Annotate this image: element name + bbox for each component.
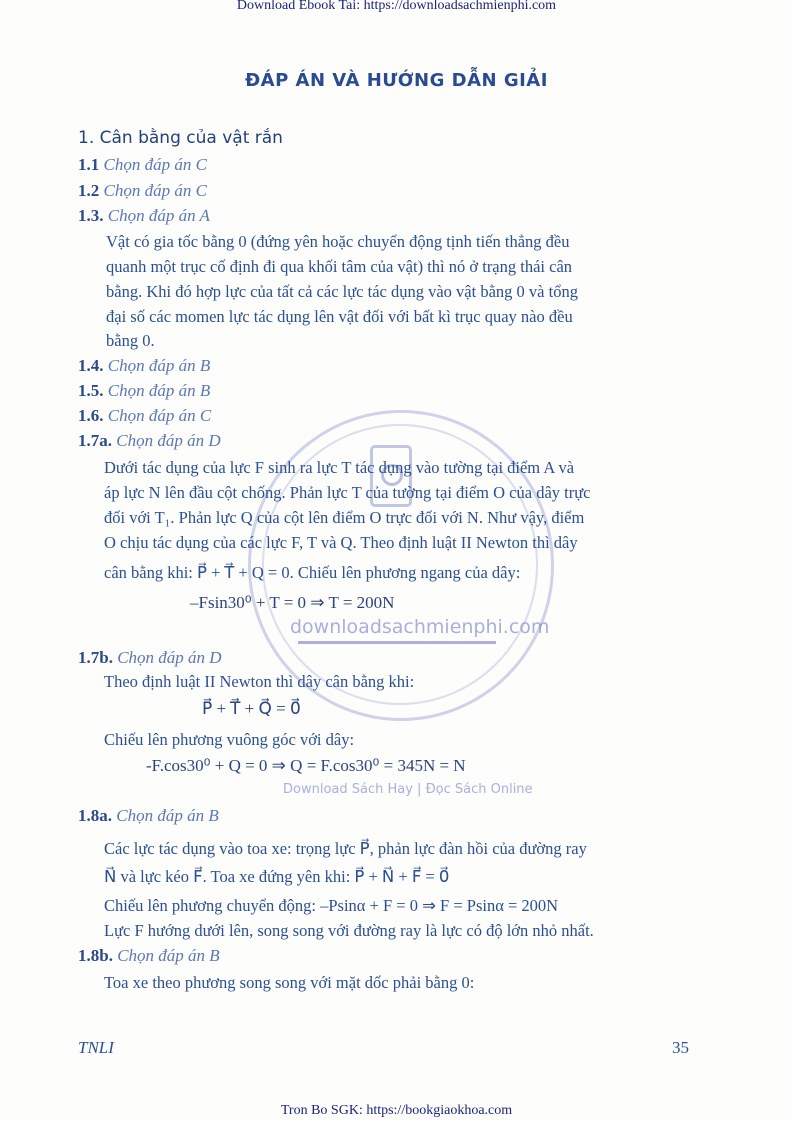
answer-1-8a: 1.8a. Chọn đáp án B	[78, 806, 219, 825]
equation: P⃗ + T⃗ + Q⃗ = 0⃗	[202, 699, 301, 718]
para-line: đối với T₁. Phản lực Q của cột lên điểm O trực đối với N. Như vậy, điểm	[104, 508, 585, 527]
footer-label: TNLI	[78, 1038, 114, 1057]
watermark-bar	[298, 641, 496, 644]
section-heading: 1. Cân bằng của vật rắn	[78, 128, 283, 148]
para-line: bằng 0.	[106, 331, 155, 350]
answer-1-8b: 1.8b. Chọn đáp án B	[78, 946, 220, 965]
bottom-sgk-link[interactable]: Tron Bo SGK: https://bookgiaokhoa.com	[280, 1103, 513, 1118]
para-line: quanh một trục cố định đi qua khối tâm của vật) thì nó ở trạng thái cân	[106, 257, 573, 276]
watermark-tagline: Download Sách Hay | Đọc Sách Online	[283, 782, 533, 797]
answer-1-2: 1.2 Chọn đáp án C	[78, 181, 207, 200]
equation: -F.cos30⁰ + Q = 0 ⇒ Q = F.cos30⁰ = 345N = N	[146, 756, 466, 775]
para-line: Dưới tác dụng của lực F sinh ra lực T tác dụng vào tường tại điểm A và	[104, 458, 575, 477]
page-number: 35	[672, 1038, 689, 1057]
para-line: N⃗ và lực kéo F⃗. Toa xe đứng yên khi: P⃗ + N⃗ + F⃗ = 0⃗	[104, 867, 450, 886]
answer-1-4: 1.4. Chọn đáp án B	[78, 356, 211, 375]
para-line: áp lực N lên đầu cột chống. Phản lực T của tường tại điểm O của dây trực	[104, 483, 591, 502]
answer-1-3: 1.3. Chọn đáp án A	[78, 206, 210, 225]
para-line: đại số các momen lực tác dụng lên vật đối với bất kì trục quay nào đều	[106, 307, 573, 326]
answer-1-1: 1.1 Chọn đáp án C	[78, 155, 207, 174]
page-title: ĐÁP ÁN VÀ HƯỚNG DẪN GIẢI	[245, 70, 548, 91]
para-line: Toa xe theo phương song song với mặt dốc phải bằng 0:	[104, 973, 475, 992]
watermark-site: downloadsachmienphi.com	[290, 616, 550, 638]
para-line: Chiếu lên phương chuyển động: –Psinα + F = 0 ⇒ F = Psinα = 200N	[104, 896, 559, 915]
para-line: Vật có gia tốc bằng 0 (đứng yên hoặc chuyển động tịnh tiến thẳng đều	[106, 232, 570, 251]
para-line: Lực F hướng dưới lên, song song với đường ray là lực có độ lớn nhỏ nhất.	[104, 921, 594, 940]
answer-1-7a: 1.7a. Chọn đáp án D	[78, 431, 221, 450]
para-line: Chiếu lên phương vuông góc với dây:	[104, 730, 355, 749]
para-line: Theo định luật II Newton thì dây cân bằng khi:	[104, 672, 415, 691]
top-download-link[interactable]: Download Ebook Tai: https://downloadsachmienphi.com	[236, 0, 557, 13]
para-line: bằng. Khi đó hợp lực của tất cả các lực tác dụng vào vật bằng 0 và tổng	[106, 282, 578, 301]
para-line: Các lực tác dụng vào toa xe: trọng lực P⃗, phản lực đàn hồi của đường ray	[104, 839, 587, 858]
para-line: O chịu tác dụng của các lực F, T và Q. Theo định luật II Newton thì dây	[104, 533, 578, 552]
para-line: cân bằng khi: P⃗ + T⃗ + Q = 0. Chiếu lên phương ngang của dây:	[104, 563, 521, 582]
equation: –Fsin30⁰ + T = 0 ⇒ T = 200N	[190, 593, 395, 612]
answer-1-5: 1.5. Chọn đáp án B	[78, 381, 211, 400]
answer-1-6: 1.6. Chọn đáp án C	[78, 406, 212, 425]
answer-1-7b: 1.7b. Chọn đáp án D	[78, 648, 222, 667]
